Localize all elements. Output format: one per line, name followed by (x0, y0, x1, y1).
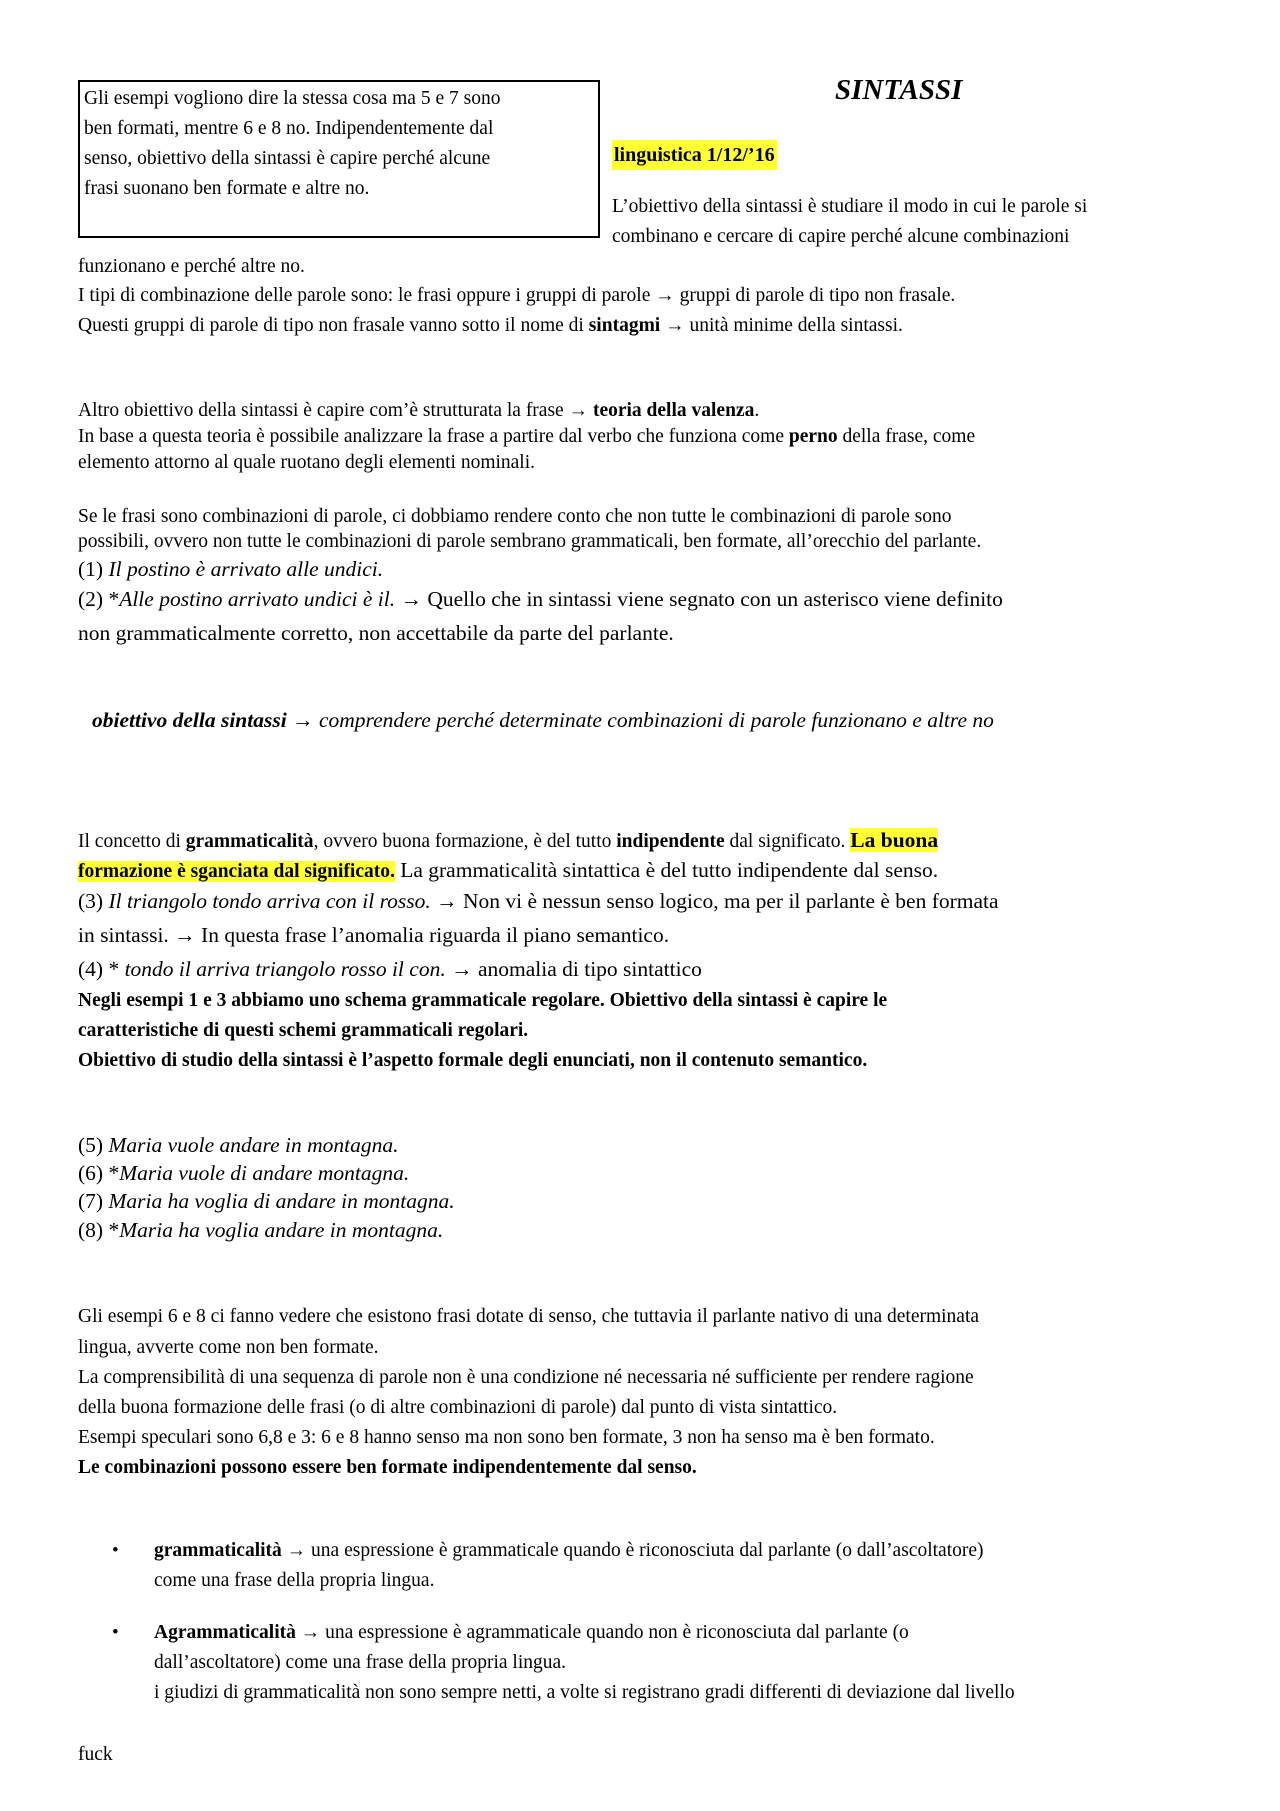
valenza-line (78, 426, 975, 448)
bullet-marker: • (112, 1540, 119, 1561)
arrow: → (286, 708, 319, 732)
intro-line: I tipi di combinazione delle parole sono: le frasi oppure i gruppi di parole → gruppi di parole di tipo non frasale. (78, 285, 956, 306)
highlight: La buona (850, 828, 939, 852)
example-text: Il triangolo tondo arriva con il rosso. (108, 889, 431, 913)
text: . (754, 400, 760, 421)
text: → una espressione è grammaticale quando è riconosciuta dal parlante (o dall’ascoltatore) (281, 1540, 984, 1561)
goal-text: comprendere perché determinate combinazioni di parole funzionano e altre no (318, 708, 994, 732)
bullet-line: i giudizi di grammaticalità non sono sempre netti, a volte si registrano gradi differenti di deviazione dal livello (154, 1682, 1015, 1703)
example-3 (78, 889, 999, 914)
term: grammaticalità (185, 831, 314, 852)
senso-line-bold: Le combinazioni possono essere ben formate indipendentemente dal senso. (78, 1457, 697, 1478)
comb-line: Se le frasi sono combinazioni di parole, ci dobbiamo rendere conto che non tutte le combinazioni di parole sono (78, 506, 952, 527)
bullet-line: come una frase della propria lingua. (154, 1570, 435, 1591)
text: La grammaticalità sintattica è del tutto indipendente dal senso. (394, 858, 939, 882)
intro-line (78, 315, 903, 337)
example-6 (78, 1161, 409, 1186)
term-sintagmi: sintagmi (588, 315, 661, 336)
goal-line (92, 708, 994, 733)
term-perno: perno (788, 426, 838, 447)
example-number: (2) * (78, 587, 120, 611)
intro-line: L’obiettivo della sintassi è studiare il modo in cui le parole si (612, 196, 1088, 217)
example-number: (8) * (78, 1218, 120, 1242)
example-text: Alle postino arrivato undici è il. (119, 587, 396, 611)
text: → una espressione è agrammaticale quando non è riconosciuta dal parlante (o (295, 1622, 909, 1643)
text: → Quello che in sintassi viene segnato con un asterisco viene definito (395, 587, 1003, 611)
example-5 (78, 1133, 398, 1158)
example-number: (4) * (78, 957, 125, 981)
bold-line: caratteristiche di questi schemi grammaticali regolari. (78, 1020, 529, 1041)
example-8 (78, 1218, 443, 1243)
term: Agrammaticalità (154, 1622, 296, 1643)
example-text: Maria vuole andare in montagna. (108, 1133, 399, 1157)
text: , ovvero buona formazione, è del tutto (313, 831, 617, 852)
note-line: senso, obiettivo della sintassi è capire perché alcune (84, 148, 491, 169)
text: Il concetto di (78, 831, 186, 852)
term: grammaticalità (154, 1540, 282, 1561)
text: Questi gruppi di parole di tipo non frasale vanno sotto il nome di (78, 315, 589, 336)
text: → unità minime della sintassi. (660, 315, 903, 336)
note-line: ben formati, mentre 6 e 8 no. Indipendentemente dal (84, 118, 494, 139)
bullet-grammaticalita (154, 1540, 984, 1562)
footer-text: fuck (78, 1744, 113, 1765)
bold-line: Obiettivo di studio della sintassi è l’aspetto formale degli enunciati, non il contenuto semantico. (78, 1050, 868, 1071)
example-number: (5) (78, 1133, 109, 1157)
senso-line: della buona formazione delle frasi (o di altre combinazioni di parole) dal punto di vista sintattico. (78, 1397, 838, 1418)
text: → anomalia di tipo sintattico (445, 957, 702, 981)
bold-line: Negli esempi 1 e 3 abbiamo uno schema grammaticale regolare. Obiettivo della sintassi è capire le (78, 990, 888, 1011)
text: Altro obiettivo della sintassi è capire com’è strutturata la frase → (78, 400, 593, 421)
example-text: Il postino è arrivato alle undici. (108, 557, 384, 581)
example-text: Maria ha voglia di andare in montagna. (108, 1189, 455, 1213)
intro-line: combinano e cercare di capire perché alcune combinazioni (612, 226, 1070, 247)
gramm-line (78, 858, 938, 883)
example-number: (1) (78, 557, 109, 581)
gramm-line (78, 828, 938, 853)
gramm-line: in sintassi. → In questa frase l’anomalia riguarda il piano semantico. (78, 923, 670, 947)
example-1 (78, 557, 383, 582)
senso-line: Gli esempi 6 e 8 ci fanno vedere che esistono frasi dotate di senso, che tuttavia il parlante nativo di una determinata (78, 1306, 980, 1327)
page-title: SINTASSI (835, 74, 963, 106)
date-label: linguistica 1/12/’16 (612, 140, 777, 170)
note-line: Gli esempi vogliono dire la stessa cosa ma 5 e 7 sono (84, 88, 501, 109)
intro-line: funzionano e perché altre no. (78, 256, 305, 277)
valenza-line (78, 400, 759, 422)
example-7 (78, 1189, 455, 1214)
example-text: Maria ha voglia andare in montagna. (119, 1218, 444, 1242)
senso-line: La comprensibilità di una sequenza di parole non è una condizione né necessaria né sufficiente per rendere ragione (78, 1367, 974, 1388)
text: → Non vi è nessun senso logico, ma per il parlante è ben formata (430, 889, 999, 913)
note-box (78, 80, 600, 238)
bullet-line: dall’ascoltatore) come una frase della propria lingua. (154, 1652, 567, 1673)
comb-line: possibili, ovvero non tutte le combinazioni di parole sembrano grammaticali, ben formate, all’orecchio del parlante. (78, 531, 982, 552)
example-number: (7) (78, 1189, 109, 1213)
note-line: frasi suonano ben formate e altre no. (84, 178, 370, 199)
comb-line: non grammaticalmente corretto, non accettabile da parte del parlante. (78, 621, 674, 645)
senso-line: lingua, avverte come non ben formate. (78, 1337, 379, 1358)
example-4 (78, 957, 702, 982)
senso-line: Esempi speculari sono 6,8 e 3: 6 e 8 hanno senso ma non sono ben formate, 3 non ha senso ma è ben formato. (78, 1427, 935, 1448)
highlight: formazione è sganciata dal significato. (78, 861, 395, 882)
text: della frase, come (837, 426, 976, 447)
example-text: Maria vuole di andare montagna. (119, 1161, 410, 1185)
term: indipendente (616, 831, 725, 852)
bullet-marker: • (112, 1622, 119, 1643)
bullet-agrammaticalita (154, 1622, 909, 1644)
text: In base a questa teoria è possibile analizzare la frase a partire dal verbo che funziona come (78, 426, 789, 447)
example-number: (3) (78, 889, 109, 913)
goal-label: obiettivo della sintassi (92, 708, 287, 732)
term-valenza: teoria della valenza (592, 400, 755, 421)
example-number: (6) * (78, 1161, 120, 1185)
text: dal significato. (724, 831, 851, 852)
example-text: tondo il arriva triangolo rosso il con. (124, 957, 446, 981)
example-2 (78, 587, 1003, 612)
valenza-line: elemento attorno al quale ruotano degli elementi nominali. (78, 452, 536, 473)
